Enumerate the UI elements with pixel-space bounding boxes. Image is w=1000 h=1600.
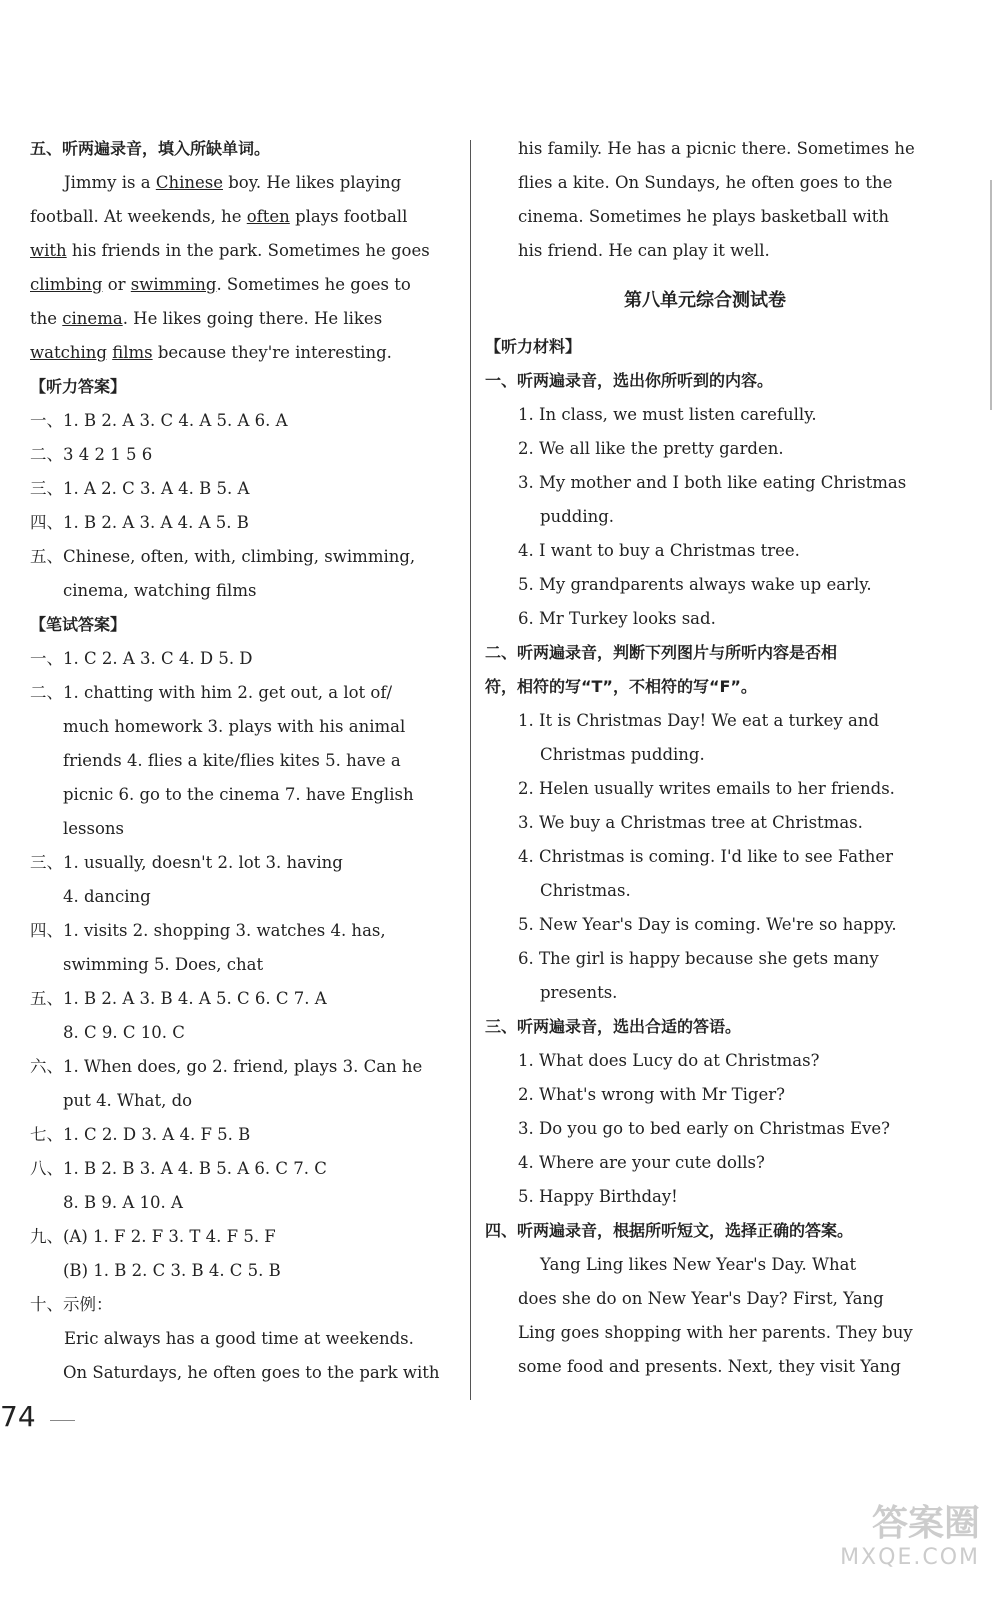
answer-line: put 4. What, do — [63, 1091, 193, 1110]
filled-word: often — [246, 207, 290, 226]
transcript-line: presents. — [540, 983, 618, 1002]
answer-line: 八、1. B 2. B 3. A 4. B 5. A 6. C 7. C — [30, 1159, 327, 1178]
transcript-line: 6. The girl is happy because she gets many — [518, 949, 879, 968]
filled-word: films — [112, 343, 153, 362]
unit-title: 第八单元综合测试卷 — [624, 290, 786, 311]
transcript-line: 3. My mother and I both like eating Christmas — [518, 473, 907, 492]
transcript-line: 6. Mr Turkey looks sad. — [518, 609, 716, 628]
passage-line: watching films because they're interesting. — [30, 343, 392, 362]
sample-essay-line: flies a kite. On Sundays, he often goes to the — [518, 173, 893, 192]
answer-line: 三、1. A 2. C 3. A 4. B 5. A — [30, 479, 250, 498]
answer-line: 二、1. chatting with him 2. get out, a lot of/ — [30, 683, 393, 702]
transcript-line: 4. Where are your cute dolls? — [518, 1153, 765, 1172]
passage-line: some food and presents. Next, they visit Yang — [518, 1357, 901, 1376]
transcript-line: 4. Christmas is coming. I'd like to see Father — [518, 847, 894, 866]
transcript-line: 5. Happy Birthday! — [518, 1187, 678, 1206]
answer-line: 8. C 9. C 10. C — [63, 1023, 185, 1042]
left-column — [30, 132, 460, 1390]
answer-line: 六、1. When does, go 2. friend, plays 3. Can he — [30, 1057, 423, 1076]
answer-line: 4. dancing — [63, 887, 151, 906]
answer-line: 三、1. usually, doesn't 2. lot 3. having — [30, 853, 343, 872]
filled-word: with — [30, 241, 67, 260]
answer-line: cinema, watching films — [63, 581, 257, 600]
section-heading: 四、听两遍录音，根据所听短文，选择正确的答案。 — [485, 1221, 854, 1240]
section-heading: 二、听两遍录音，判断下列图片与所听内容是否相 — [485, 643, 838, 662]
answer-line: swimming 5. Does, chat — [63, 955, 264, 974]
passage-line: climbing or swimming. Sometimes he goes to — [30, 275, 411, 294]
transcript-line: 4. I want to buy a Christmas tree. — [518, 541, 800, 560]
page-edge-mark — [990, 180, 992, 410]
answer-line: 一、1. C 2. A 3. C 4. D 5. D — [30, 649, 253, 668]
transcript-line: pudding. — [540, 507, 615, 526]
transcript-line: 1. It is Christmas Day! We eat a turkey and — [518, 711, 880, 730]
transcript-line: 5. New Year's Day is coming. We're so happy. — [518, 915, 897, 934]
listening-answers-heading: 【听力答案】 — [30, 377, 127, 396]
passage-line: Yang Ling likes New Year's Day. What — [540, 1255, 857, 1274]
section-heading: 符，相符的写“T”，不相符的写“F”。 — [485, 677, 757, 696]
filled-word: Chinese — [155, 173, 223, 192]
answer-line: 五、1. B 2. A 3. B 4. A 5. C 6. C 7. A — [30, 989, 327, 1008]
transcript-line: Christmas. — [540, 881, 631, 900]
sample-essay-line: cinema. Sometimes he plays basketball with — [518, 207, 890, 226]
transcript-line: 2. We all like the pretty garden. — [518, 439, 784, 458]
sample-essay-line: On Saturdays, he often goes to the park with — [63, 1363, 440, 1382]
sample-essay-line: his family. He has a picnic there. Sometimes he — [518, 139, 915, 158]
answer-line: 十、示例： — [30, 1295, 113, 1314]
filled-word: climbing — [30, 275, 103, 294]
answer-line: 二、3 4 2 1 5 6 — [30, 445, 153, 464]
answer-line: much homework 3. plays with his animal — [63, 717, 406, 736]
transcript-line: 3. We buy a Christmas tree at Christmas. — [518, 813, 863, 832]
section-heading: 五、听两遍录音，填入所缺单词。 — [30, 139, 271, 158]
page-number: 74 — [0, 1400, 36, 1433]
answer-line: lessons — [63, 819, 125, 838]
passage-line: with his friends in the park. Sometimes he goes — [30, 241, 430, 260]
passage-line: Jimmy is a Chinese boy. He likes playing — [64, 173, 402, 192]
answer-line: 8. B 9. A 10. A — [63, 1193, 183, 1212]
transcript-line: 3. Do you go to bed early on Christmas Eve? — [518, 1119, 891, 1138]
transcript-line: Christmas pudding. — [540, 745, 705, 764]
answer-line: picnic 6. go to the cinema 7. have English — [63, 785, 414, 804]
transcript-line: 5. My grandparents always wake up early. — [518, 575, 872, 594]
answer-line: 九、(A) 1. F 2. F 3. T 4. F 5. F — [30, 1227, 276, 1246]
section-heading: 一、听两遍录音，选出你所听到的内容。 — [485, 371, 774, 390]
answer-line: friends 4. flies a kite/flies kites 5. have a — [63, 751, 401, 770]
watermark-logo: 答案圈 — [871, 1503, 980, 1544]
transcript-line: 1. What does Lucy do at Christmas? — [518, 1051, 820, 1070]
listening-material-heading: 【听力材料】 — [485, 337, 582, 356]
answer-line: (B) 1. B 2. C 3. B 4. C 5. B — [63, 1261, 281, 1280]
right-column — [485, 132, 925, 1384]
transcript-line: 2. Helen usually writes emails to her friends. — [518, 779, 895, 798]
passage-line: Ling goes shopping with her parents. They buy — [518, 1323, 913, 1342]
answer-line: 四、1. visits 2. shopping 3. watches 4. has, — [30, 921, 386, 940]
filled-word: cinema — [62, 309, 123, 328]
watermark-url: MXQE.COM — [840, 1545, 980, 1570]
passage-line: the cinema. He likes going there. He likes — [30, 309, 383, 328]
page-number-dash — [50, 1420, 75, 1421]
answer-line: 一、1. B 2. A 3. C 4. A 5. A 6. A — [30, 411, 288, 430]
filled-word: watching — [30, 343, 107, 362]
section-heading: 三、听两遍录音，选出合适的答语。 — [485, 1017, 742, 1036]
passage-line: does she do on New Year's Day? First, Yang — [518, 1289, 884, 1308]
filled-word: swimming — [130, 275, 217, 294]
answer-line: 七、1. C 2. D 3. A 4. F 5. B — [30, 1125, 251, 1144]
passage-line: football. At weekends, he often plays football — [30, 207, 408, 226]
column-divider — [470, 140, 471, 1400]
sample-essay-line: his friend. He can play it well. — [518, 241, 770, 260]
sample-essay-line: Eric always has a good time at weekends. — [64, 1329, 414, 1348]
written-answers-heading: 【笔试答案】 — [30, 615, 127, 634]
answer-line: 四、1. B 2. A 3. A 4. A 5. B — [30, 513, 249, 532]
answer-line: 五、Chinese, often, with, climbing, swimming, — [30, 547, 416, 566]
transcript-line: 2. What's wrong with Mr Tiger? — [518, 1085, 785, 1104]
transcript-line: 1. In class, we must listen carefully. — [518, 405, 817, 424]
